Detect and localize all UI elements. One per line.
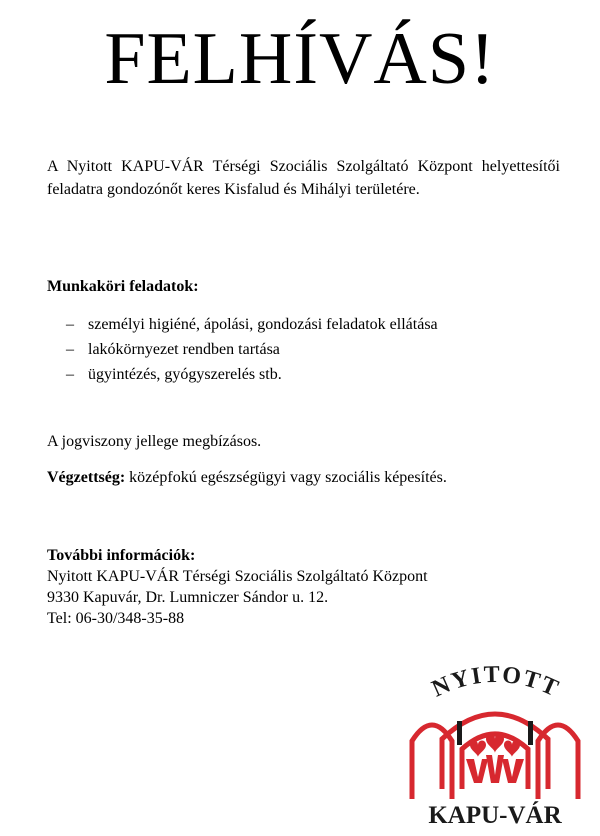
task-text: lakókörnyezet rendben tartása (88, 341, 280, 358)
info-line-address: 9330 Kapuvár, Dr. Lumniczer Sándor u. 12. (47, 589, 329, 606)
task-text: ügyintézés, gyógyszerelés stb. (88, 366, 282, 383)
relation-text: A jogviszony jellege megbízásos. (47, 433, 262, 450)
logo-graphic (402, 649, 588, 831)
list-item (66, 312, 438, 337)
tasks-heading: Munkaköri feladatok: (47, 278, 199, 295)
logo-bottom-text: KAPU-VÁR (428, 802, 562, 829)
info-line-organization: Nyitott KAPU-VÁR Térségi Szociális Szolgáltató Központ (47, 568, 428, 585)
contact-info (47, 545, 428, 629)
logo-top-text: NYITOTT (428, 661, 564, 703)
education-line (47, 467, 447, 489)
education-value: középfokú egészségügyi vagy szociális képesítés. (125, 469, 447, 486)
dash-bullet: – (66, 366, 74, 383)
list-item (66, 337, 438, 362)
page-title: FELHÍVÁS! (104, 18, 496, 100)
info-heading: További információk: (47, 547, 196, 564)
education-label: Végzettség: (47, 469, 126, 486)
organization-logo (402, 649, 588, 831)
tasks-list (66, 312, 438, 387)
hearts-figures-icon (466, 734, 524, 783)
gate-arch-icon (412, 714, 578, 799)
list-item (66, 362, 438, 387)
dash-bullet: – (66, 316, 74, 333)
intro-paragraph: A Nyitott KAPU-VÁR Térségi Szociális Szolgáltató Központ helyettesítői feladatra gondozónőt keres Kisfalud és Mihályi területére. (47, 158, 560, 198)
task-text: személyi higiéné, ápolási, gondozási feladatok ellátása (88, 316, 438, 333)
info-line-phone: Tel: 06-30/348-35-88 (47, 610, 185, 627)
dash-bullet: – (66, 341, 74, 358)
